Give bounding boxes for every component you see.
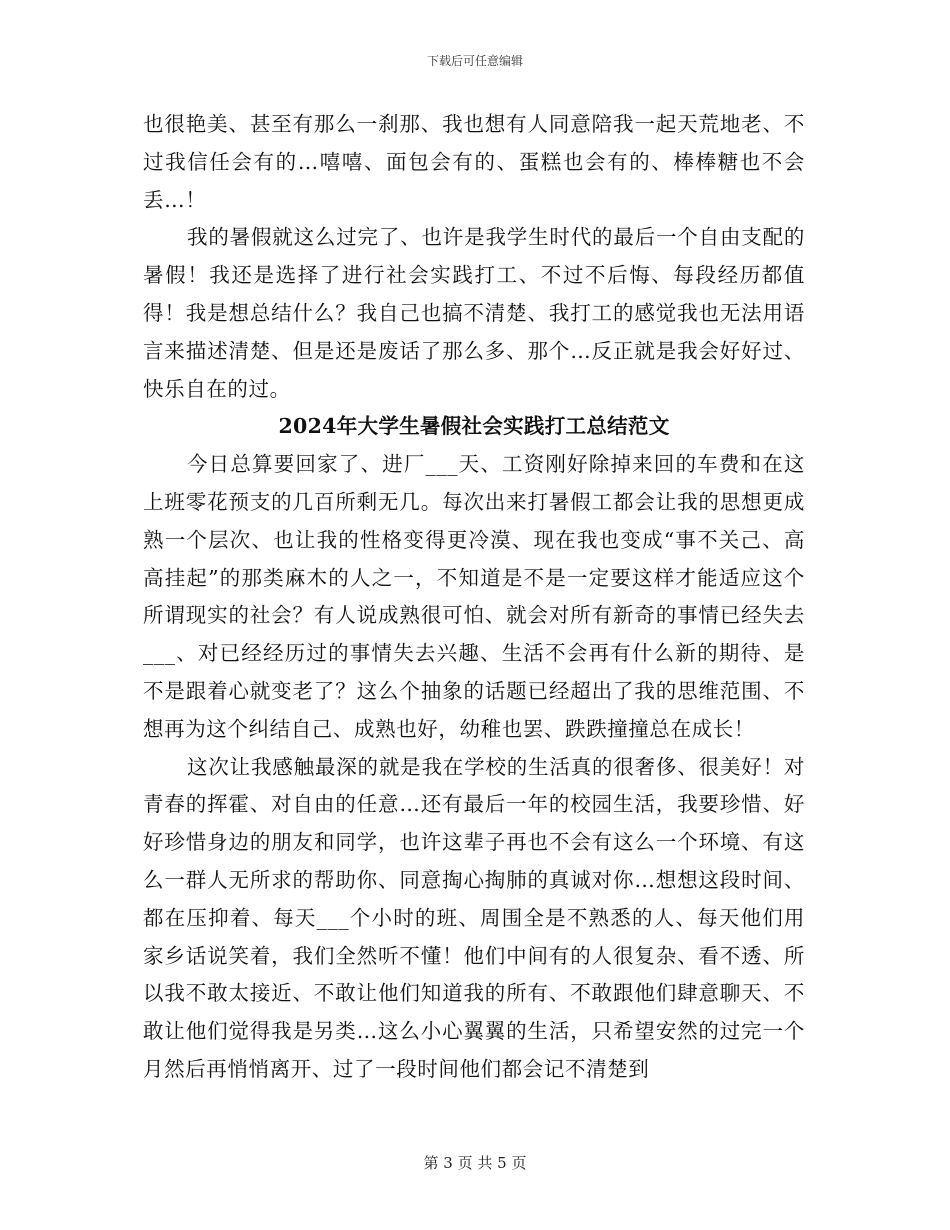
document-body: [143, 106, 805, 1089]
paragraph-summer-summary: 我的暑假就这么过完了、也许是我学生时代的最后一个自由支配的暑假！我还是选择了进行社会实践打工、不过不后悔、每段经历都值得！我是想总结什么？我自己也搞不清楚、我打工的感觉我也无法用语言来描述清楚、但是还是废话了那么多、那个…反正就是我会好好过、快乐自在的过。: [143, 225, 805, 401]
paragraph-continued: 也很艳美、甚至有那么一刹那、我也想有人同意陪我一起天荒地老、不过我信任会有的…嘻嘻、面包会有的、蛋糕也会有的、棒棒糖也不会丢…！: [143, 112, 805, 212]
paragraph-reflection: 这次让我感触最深的就是我在学校的生活真的很奢侈、很美好！对青春的挥霍、对自由的任意…还有最后一年的校园生活，我要珍惜、好好珍惜身边的朋友和同学，也许这辈子再也不会有这么一个环境、有这么一群人无所求的帮助你、同意掏心掏肺的真诚对你…想想这段时间、都在压抑着、每天___个小时的班、周围全是不熟悉的人、每天他们用家乡话说笑着，我们全然听不懂！他们中间有的人很复杂、看不透、所以我不敢太接近、不敢让他们知道我的所有、不敢跟他们肆意聊天、不敢让他们觉得我是另类…这么小心翼翼的生活，只希望安然的过完一个月然后再悄悄离开、过了一段时间他们都会记不清楚到: [143, 754, 805, 1081]
page-header: 下载后可任意编辑: [426, 54, 523, 68]
paragraph-going-home: 今日总算要回家了、进厂___天、工资刚好除掉来回的车费和在这上班零花预支的几百所剩无几。每次出来打暑假工都会让我的思想更成熟一个层次、也让我的性格变得更冷漠、现在我也变成“事不关己、高高挂起”的那类麻木的人之一，不知道是不是一定要这样才能适应这个所谓现实的社会？有人说成熟很可怕、就会对所有新奇的事情已经失去___、对已经经历过的事情失去兴趣、生活不会再有什么新的期待、是不是跟着心就变老了？这么个抽象的话题已经超出了我的思维范围、不想再为这个纠结自己、成熟也好，幼稚也罢、跌跌撞撞总在成长！: [143, 452, 805, 741]
page-number: 第 3 页 共 5 页: [423, 1154, 527, 1172]
section-title: 2024年大学生暑假社会实践打工总结范文: [278, 414, 670, 439]
